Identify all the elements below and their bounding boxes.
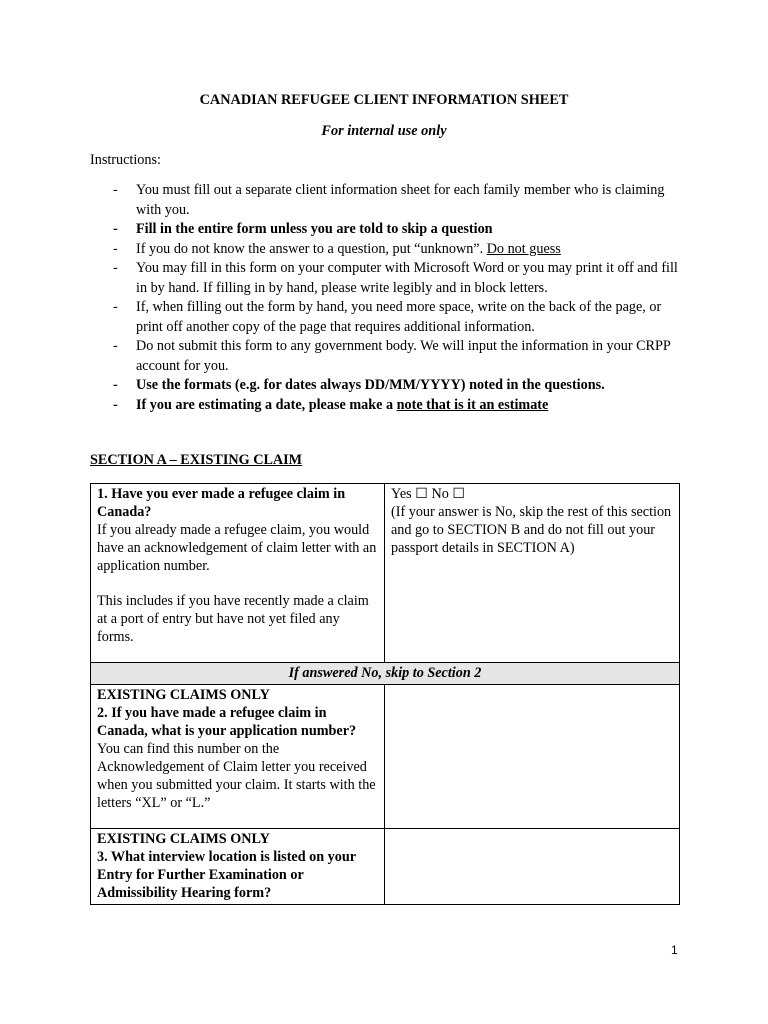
instruction-text: Do not submit this form to any government body. We will input the information in your CRPP account for you. xyxy=(136,338,671,374)
question-help: If you already made a refugee claim, you would have an acknowledgement of claim letter with an application number. xyxy=(97,522,377,574)
question-row-1 xyxy=(91,484,680,663)
bullet-dash: - xyxy=(113,260,118,276)
instruction-text: Fill in the entire form unless you are told to skip a question xyxy=(136,221,493,237)
instruction-text: You may fill in this form on your computer with Microsoft Word or you may print it off and fill in by hand. If filling in by hand, please write legibly and in block letters. xyxy=(136,260,678,296)
yes-no-options xyxy=(391,485,673,503)
question-tag: EXISTING CLAIMS ONLY xyxy=(97,687,270,703)
instruction-text: If you do not know the answer to a question, put “unknown”. xyxy=(136,240,487,257)
bullet-dash: - xyxy=(113,377,118,393)
question-tag: EXISTING CLAIMS ONLY xyxy=(97,831,270,847)
instruction-item xyxy=(113,259,683,298)
instruction-item xyxy=(113,376,683,396)
skip-band-row xyxy=(91,663,680,685)
instruction-text: Use the formats (e.g. for dates always DD/MM/YYYY) noted in the questions. xyxy=(136,377,605,393)
instruction-text: If, when filling out the form by hand, you need more space, write on the back of the page, or print off another copy of the page that requires additional information. xyxy=(136,299,662,335)
bullet-dash: - xyxy=(113,338,118,354)
instructions-label: Instructions: xyxy=(90,152,161,168)
bullet-dash: - xyxy=(113,396,118,413)
bullet-dash: - xyxy=(113,240,118,257)
instructions-list xyxy=(113,181,683,415)
question-title: 3. What interview location is listed on your Entry for Further Examination or Admissibility Hearing form? xyxy=(97,849,356,901)
no-checkbox[interactable]: ☐ xyxy=(452,486,466,502)
section-a-heading: SECTION A – EXISTING CLAIM xyxy=(90,452,303,468)
question-cell xyxy=(91,685,385,829)
no-label: No xyxy=(431,486,449,502)
question-row-2 xyxy=(91,685,680,829)
yes-label: Yes xyxy=(391,486,412,502)
answer-note: (If your answer is No, skip the rest of this section and go to SECTION B and do not fill out your passport details in SECTION A) xyxy=(391,504,672,556)
question-cell xyxy=(91,829,385,905)
skip-band: If answered No, skip to Section 2 xyxy=(91,663,680,685)
instruction-item xyxy=(113,240,683,260)
bullet-dash: - xyxy=(113,299,118,315)
question-cell xyxy=(91,484,385,663)
application-number-field[interactable] xyxy=(385,685,680,829)
instruction-emphasis: Do not guess xyxy=(486,240,561,257)
page-number: 1 xyxy=(671,943,678,957)
instruction-text: If you are estimating a date, please make a xyxy=(136,396,397,413)
yes-checkbox[interactable]: ☐ xyxy=(415,486,428,502)
bullet-dash: - xyxy=(113,182,118,198)
instruction-emphasis: note that is it an estimate xyxy=(396,396,549,413)
instruction-item xyxy=(113,181,683,220)
answer-cell[interactable] xyxy=(385,484,680,663)
bullet-dash: - xyxy=(113,221,118,237)
question-help: You can find this number on the Acknowledgement of Claim letter you received when you submitted your claim. It starts with the letters “XL” or “L.” xyxy=(97,741,376,811)
question-row-3 xyxy=(91,829,680,905)
interview-location-field[interactable] xyxy=(385,829,680,905)
instruction-item xyxy=(113,396,683,416)
section-a-table xyxy=(90,483,680,905)
question-title: 1. Have you ever made a refugee claim in Canada? xyxy=(97,486,346,520)
instruction-item xyxy=(113,337,683,376)
document-subtitle: For internal use only xyxy=(321,123,447,139)
instruction-item xyxy=(113,298,683,337)
instruction-item xyxy=(113,220,683,240)
question-title: 2. If you have made a refugee claim in Canada, what is your application number? xyxy=(97,705,357,739)
instruction-text: You must fill out a separate client information sheet for each family member who is claiming with you. xyxy=(136,182,665,218)
question-help: This includes if you have recently made a claim at a port of entry but have not yet filed any forms. xyxy=(97,593,369,645)
document-title: CANADIAN REFUGEE CLIENT INFORMATION SHEET xyxy=(199,92,569,108)
